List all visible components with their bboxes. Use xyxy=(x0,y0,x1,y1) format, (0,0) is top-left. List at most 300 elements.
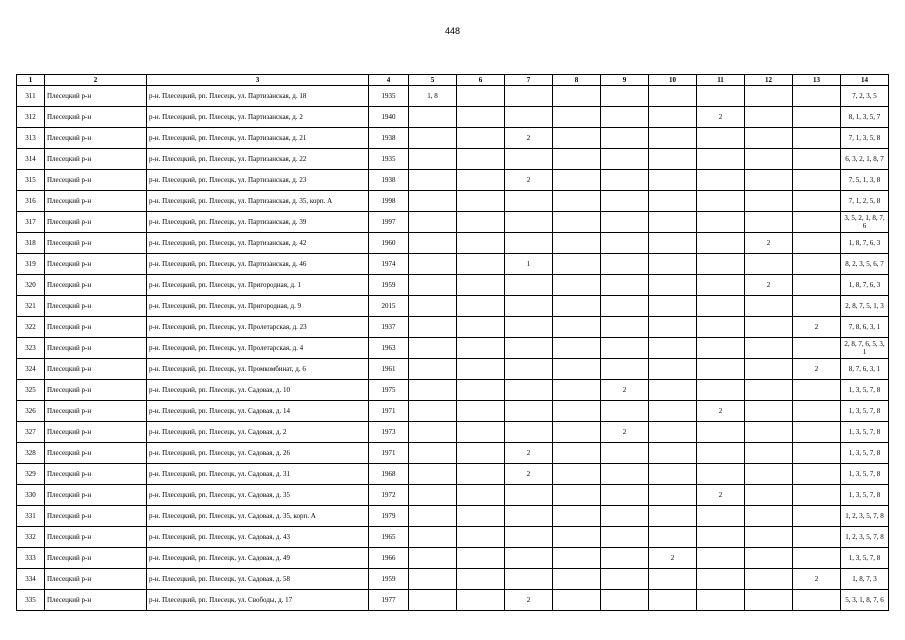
col13-cell xyxy=(793,422,841,443)
col12-cell: 2 xyxy=(745,275,793,296)
col11-cell xyxy=(697,254,745,275)
col13-cell xyxy=(793,149,841,170)
col10-cell xyxy=(649,380,697,401)
col7-cell: 2 xyxy=(505,128,553,149)
col9-cell xyxy=(601,359,649,380)
col14-cell: 7, 1, 3, 5, 8 xyxy=(841,128,889,149)
col6-cell xyxy=(457,464,505,485)
col13-cell xyxy=(793,443,841,464)
col12-cell xyxy=(745,443,793,464)
table-row xyxy=(17,506,889,527)
col7-cell xyxy=(505,317,553,338)
col9-cell xyxy=(601,233,649,254)
row-number: 316 xyxy=(17,191,45,212)
col14-cell: 1, 3, 5, 7, 8 xyxy=(841,548,889,569)
col5-cell xyxy=(409,485,457,506)
year-cell: 1959 xyxy=(369,275,409,296)
col6-cell xyxy=(457,191,505,212)
district-cell: Плесецкий р-н xyxy=(45,548,147,569)
column-header-1: 1 xyxy=(17,75,45,86)
col14-cell: 2, 8, 7, 5, 1, 3 xyxy=(841,296,889,317)
address-cell: р-н. Плесецкий, рп. Плесецк, ул. Пролетарская, д. 4 xyxy=(147,338,369,359)
table-body xyxy=(17,86,889,611)
year-cell: 1968 xyxy=(369,464,409,485)
col7-cell xyxy=(505,527,553,548)
col11-cell xyxy=(697,317,745,338)
col6-cell xyxy=(457,86,505,107)
col10-cell xyxy=(649,485,697,506)
col11-cell xyxy=(697,380,745,401)
table-row xyxy=(17,254,889,275)
col10-cell xyxy=(649,170,697,191)
year-cell: 1979 xyxy=(369,506,409,527)
col10-cell xyxy=(649,86,697,107)
col13-cell xyxy=(793,527,841,548)
table-row xyxy=(17,569,889,590)
year-cell: 1974 xyxy=(369,254,409,275)
year-cell: 1937 xyxy=(369,317,409,338)
col5-cell xyxy=(409,275,457,296)
col8-cell xyxy=(553,548,601,569)
col13-cell xyxy=(793,506,841,527)
col13-cell xyxy=(793,254,841,275)
col12-cell xyxy=(745,317,793,338)
col6-cell xyxy=(457,443,505,464)
col10-cell xyxy=(649,149,697,170)
col12-cell xyxy=(745,485,793,506)
col10-cell xyxy=(649,275,697,296)
column-header-13: 13 xyxy=(793,75,841,86)
col5-cell xyxy=(409,401,457,422)
col10-cell xyxy=(649,233,697,254)
address-cell: р-н. Плесецкий, рп. Плесецк, ул. Партизанская, д. 22 xyxy=(147,149,369,170)
housing-table xyxy=(16,74,889,611)
col9-cell xyxy=(601,443,649,464)
col11-cell: 2 xyxy=(697,485,745,506)
col13-cell xyxy=(793,170,841,191)
col9-cell xyxy=(601,569,649,590)
col8-cell xyxy=(553,485,601,506)
col12-cell xyxy=(745,86,793,107)
col12-cell xyxy=(745,170,793,191)
table-row xyxy=(17,401,889,422)
col6-cell xyxy=(457,380,505,401)
col14-cell: 1, 8, 7, 6, 3 xyxy=(841,275,889,296)
address-cell: р-н. Плесецкий, рп. Плесецк, ул. Садовая, д. 49 xyxy=(147,548,369,569)
address-cell: р-н. Плесецкий, рп. Плесецк, ул. Промкомбинат, д. 6 xyxy=(147,359,369,380)
col13-cell: 2 xyxy=(793,569,841,590)
col10-cell xyxy=(649,527,697,548)
table-row xyxy=(17,275,889,296)
col13-cell: 2 xyxy=(793,317,841,338)
row-number: 319 xyxy=(17,254,45,275)
table-row xyxy=(17,359,889,380)
table-row xyxy=(17,485,889,506)
col14-cell: 1, 2, 3, 5, 7, 8 xyxy=(841,527,889,548)
address-cell: р-н. Плесецкий, рп. Плесецк, ул. Садовая, д. 43 xyxy=(147,527,369,548)
col5-cell xyxy=(409,338,457,359)
col12-cell xyxy=(745,422,793,443)
year-cell: 1977 xyxy=(369,590,409,611)
col5-cell xyxy=(409,128,457,149)
col8-cell xyxy=(553,506,601,527)
address-cell: р-н. Плесецкий, рп. Плесецк, ул. Садовая, д. 35 xyxy=(147,485,369,506)
address-cell: р-н. Плесецкий, рп. Плесецк, ул. Пригородная, д. 1 xyxy=(147,275,369,296)
col7-cell: 2 xyxy=(505,590,553,611)
row-number: 321 xyxy=(17,296,45,317)
col10-cell xyxy=(649,590,697,611)
col11-cell xyxy=(697,149,745,170)
col11-cell xyxy=(697,128,745,149)
col10-cell xyxy=(649,107,697,128)
col11-cell xyxy=(697,464,745,485)
district-cell: Плесецкий р-н xyxy=(45,443,147,464)
col14-cell: 8, 1, 3, 5, 7 xyxy=(841,107,889,128)
address-cell: р-н. Плесецкий, рп. Плесецк, ул. Садовая, д. 31 xyxy=(147,464,369,485)
year-cell: 1965 xyxy=(369,527,409,548)
col10-cell xyxy=(649,317,697,338)
col12-cell xyxy=(745,527,793,548)
row-number: 332 xyxy=(17,527,45,548)
col12-cell xyxy=(745,149,793,170)
col9-cell xyxy=(601,506,649,527)
col8-cell xyxy=(553,170,601,191)
year-cell: 1973 xyxy=(369,422,409,443)
table-row xyxy=(17,170,889,191)
col10-cell xyxy=(649,359,697,380)
col5-cell xyxy=(409,548,457,569)
column-header-6: 6 xyxy=(457,75,505,86)
col11-cell xyxy=(697,422,745,443)
col7-cell xyxy=(505,359,553,380)
col9-cell xyxy=(601,317,649,338)
col6-cell xyxy=(457,149,505,170)
col9-cell xyxy=(601,149,649,170)
col5-cell xyxy=(409,233,457,254)
district-cell: Плесецкий р-н xyxy=(45,422,147,443)
col7-cell xyxy=(505,212,553,233)
col8-cell xyxy=(553,338,601,359)
col7-cell xyxy=(505,296,553,317)
col9-cell xyxy=(601,401,649,422)
col10-cell xyxy=(649,569,697,590)
table-header-row xyxy=(17,75,889,86)
address-cell: р-н. Плесецкий, рп. Плесецк, ул. Партизанская, д. 35, корп. А xyxy=(147,191,369,212)
row-number: 328 xyxy=(17,443,45,464)
district-cell: Плесецкий р-н xyxy=(45,401,147,422)
col8-cell xyxy=(553,296,601,317)
district-cell: Плесецкий р-н xyxy=(45,191,147,212)
row-number: 327 xyxy=(17,422,45,443)
col14-cell: 1, 8, 7, 6, 3 xyxy=(841,233,889,254)
col12-cell xyxy=(745,296,793,317)
year-cell: 1966 xyxy=(369,548,409,569)
district-cell: Плесецкий р-н xyxy=(45,275,147,296)
col12-cell xyxy=(745,359,793,380)
year-cell: 2015 xyxy=(369,296,409,317)
col8-cell xyxy=(553,443,601,464)
col7-cell xyxy=(505,380,553,401)
col5-cell xyxy=(409,191,457,212)
table-row xyxy=(17,422,889,443)
col14-cell: 5, 3, 1, 8, 7, 6 xyxy=(841,590,889,611)
col14-cell: 8, 7, 6, 3, 1 xyxy=(841,359,889,380)
column-header-12: 12 xyxy=(745,75,793,86)
table-row xyxy=(17,107,889,128)
col6-cell xyxy=(457,506,505,527)
col6-cell xyxy=(457,128,505,149)
col7-cell xyxy=(505,401,553,422)
col7-cell xyxy=(505,86,553,107)
col5-cell xyxy=(409,464,457,485)
district-cell: Плесецкий р-н xyxy=(45,569,147,590)
district-cell: Плесецкий р-н xyxy=(45,506,147,527)
row-number: 334 xyxy=(17,569,45,590)
col11-cell xyxy=(697,212,745,233)
table-row xyxy=(17,443,889,464)
table-row xyxy=(17,338,889,359)
col10-cell xyxy=(649,212,697,233)
col11-cell xyxy=(697,443,745,464)
address-cell: р-н. Плесецкий, рп. Плесецк, ул. Садовая, д. 35, корп. А xyxy=(147,506,369,527)
col9-cell xyxy=(601,170,649,191)
col9-cell xyxy=(601,548,649,569)
col5-cell xyxy=(409,170,457,191)
year-cell: 1935 xyxy=(369,86,409,107)
col10-cell xyxy=(649,464,697,485)
address-cell: р-н. Плесецкий, рп. Плесецк, ул. Свободы, д. 17 xyxy=(147,590,369,611)
address-cell: р-н. Плесецкий, рп. Плесецк, ул. Садовая, д. 14 xyxy=(147,401,369,422)
table-row xyxy=(17,527,889,548)
col9-cell xyxy=(601,338,649,359)
col10-cell: 2 xyxy=(649,548,697,569)
district-cell: Плесецкий р-н xyxy=(45,485,147,506)
row-number: 320 xyxy=(17,275,45,296)
address-cell: р-н. Плесецкий, рп. Плесецк, ул. Партизанская, д. 42 xyxy=(147,233,369,254)
col7-cell: 2 xyxy=(505,443,553,464)
col7-cell xyxy=(505,191,553,212)
address-cell: р-н. Плесецкий, рп. Плесецк, ул. Садовая, д. 26 xyxy=(147,443,369,464)
col8-cell xyxy=(553,359,601,380)
col10-cell xyxy=(649,191,697,212)
address-cell: р-н. Плесецкий, рп. Плесецк, ул. Партизанская, д. 23 xyxy=(147,170,369,191)
district-cell: Плесецкий р-н xyxy=(45,296,147,317)
column-header-5: 5 xyxy=(409,75,457,86)
column-header-14: 14 xyxy=(841,75,889,86)
col10-cell xyxy=(649,443,697,464)
row-number: 323 xyxy=(17,338,45,359)
address-cell: р-н. Плесецкий, рп. Плесецк, ул. Партизанская, д. 21 xyxy=(147,128,369,149)
district-cell: Плесецкий р-н xyxy=(45,464,147,485)
address-cell: р-н. Плесецкий, рп. Плесецк, ул. Партизанская, д. 2 xyxy=(147,107,369,128)
col12-cell xyxy=(745,128,793,149)
year-cell: 1960 xyxy=(369,233,409,254)
column-header-10: 10 xyxy=(649,75,697,86)
row-number: 331 xyxy=(17,506,45,527)
year-cell: 1997 xyxy=(369,212,409,233)
col6-cell xyxy=(457,170,505,191)
col12-cell xyxy=(745,401,793,422)
col12-cell: 2 xyxy=(745,233,793,254)
year-cell: 1935 xyxy=(369,149,409,170)
col5-cell xyxy=(409,317,457,338)
col13-cell xyxy=(793,296,841,317)
col11-cell xyxy=(697,170,745,191)
address-cell: р-н. Плесецкий, рп. Плесецк, ул. Садовая, д. 58 xyxy=(147,569,369,590)
col8-cell xyxy=(553,233,601,254)
table-row xyxy=(17,464,889,485)
col14-cell: 1, 3, 5, 7, 8 xyxy=(841,380,889,401)
col7-cell xyxy=(505,338,553,359)
col12-cell xyxy=(745,464,793,485)
address-cell: р-н. Плесецкий, рп. Плесецк, ул. Пролетарская, д. 23 xyxy=(147,317,369,338)
table-row xyxy=(17,548,889,569)
col13-cell xyxy=(793,212,841,233)
row-number: 330 xyxy=(17,485,45,506)
col9-cell xyxy=(601,128,649,149)
col6-cell xyxy=(457,401,505,422)
col10-cell xyxy=(649,128,697,149)
year-cell: 1975 xyxy=(369,380,409,401)
year-cell: 1963 xyxy=(369,338,409,359)
col6-cell xyxy=(457,590,505,611)
col9-cell xyxy=(601,464,649,485)
col12-cell xyxy=(745,212,793,233)
district-cell: Плесецкий р-н xyxy=(45,380,147,401)
col11-cell xyxy=(697,569,745,590)
col9-cell xyxy=(601,107,649,128)
row-number: 333 xyxy=(17,548,45,569)
col14-cell: 7, 1, 2, 5, 8 xyxy=(841,191,889,212)
col12-cell xyxy=(745,254,793,275)
col12-cell xyxy=(745,590,793,611)
col12-cell xyxy=(745,506,793,527)
col9-cell xyxy=(601,212,649,233)
table-row xyxy=(17,86,889,107)
col8-cell xyxy=(553,212,601,233)
column-header-9: 9 xyxy=(601,75,649,86)
col12-cell xyxy=(745,107,793,128)
row-number: 313 xyxy=(17,128,45,149)
col8-cell xyxy=(553,422,601,443)
col13-cell xyxy=(793,338,841,359)
district-cell: Плесецкий р-н xyxy=(45,212,147,233)
table-row xyxy=(17,590,889,611)
col9-cell xyxy=(601,191,649,212)
col12-cell xyxy=(745,380,793,401)
col6-cell xyxy=(457,422,505,443)
col9-cell xyxy=(601,590,649,611)
col7-cell xyxy=(505,485,553,506)
row-number: 335 xyxy=(17,590,45,611)
col7-cell xyxy=(505,548,553,569)
address-cell: р-н. Плесецкий, рп. Плесецк, ул. Партизанская, д. 18 xyxy=(147,86,369,107)
col14-cell: 1, 3, 5, 7, 8 xyxy=(841,464,889,485)
col13-cell xyxy=(793,191,841,212)
col13-cell xyxy=(793,464,841,485)
col13-cell: 2 xyxy=(793,359,841,380)
col10-cell xyxy=(649,506,697,527)
col6-cell xyxy=(457,233,505,254)
col12-cell xyxy=(745,191,793,212)
col11-cell xyxy=(697,527,745,548)
col11-cell xyxy=(697,548,745,569)
year-cell: 1972 xyxy=(369,485,409,506)
column-header-11: 11 xyxy=(697,75,745,86)
col10-cell xyxy=(649,338,697,359)
district-cell: Плесецкий р-н xyxy=(45,170,147,191)
col11-cell: 2 xyxy=(697,401,745,422)
col11-cell xyxy=(697,590,745,611)
col8-cell xyxy=(553,254,601,275)
col14-cell: 1, 3, 5, 7, 8 xyxy=(841,443,889,464)
row-number: 325 xyxy=(17,380,45,401)
col11-cell xyxy=(697,506,745,527)
col5-cell xyxy=(409,422,457,443)
column-header-2: 2 xyxy=(45,75,147,86)
col5-cell xyxy=(409,254,457,275)
col5-cell xyxy=(409,380,457,401)
table-row xyxy=(17,380,889,401)
col13-cell xyxy=(793,380,841,401)
district-cell: Плесецкий р-н xyxy=(45,107,147,128)
col8-cell xyxy=(553,191,601,212)
table-row xyxy=(17,296,889,317)
page-number: 448 xyxy=(444,26,461,36)
col6-cell xyxy=(457,485,505,506)
year-cell: 1971 xyxy=(369,401,409,422)
col7-cell: 2 xyxy=(505,464,553,485)
col8-cell xyxy=(553,317,601,338)
district-cell: Плесецкий р-н xyxy=(45,233,147,254)
column-header-3: 3 xyxy=(147,75,369,86)
col6-cell xyxy=(457,359,505,380)
address-cell: р-н. Плесецкий, рп. Плесецк, ул. Пригородная, д. 9 xyxy=(147,296,369,317)
col14-cell: 1, 3, 5, 7, 8 xyxy=(841,485,889,506)
col7-cell: 2 xyxy=(505,170,553,191)
col8-cell xyxy=(553,590,601,611)
col7-cell xyxy=(505,107,553,128)
col7-cell xyxy=(505,149,553,170)
col5-cell xyxy=(409,590,457,611)
col12-cell xyxy=(745,569,793,590)
table-row xyxy=(17,233,889,254)
col6-cell xyxy=(457,527,505,548)
col10-cell xyxy=(649,401,697,422)
col7-cell xyxy=(505,275,553,296)
col13-cell xyxy=(793,401,841,422)
col14-cell: 1, 3, 5, 7, 8 xyxy=(841,401,889,422)
year-cell: 1998 xyxy=(369,191,409,212)
district-cell: Плесецкий р-н xyxy=(45,590,147,611)
col13-cell xyxy=(793,275,841,296)
col9-cell xyxy=(601,296,649,317)
col12-cell xyxy=(745,548,793,569)
col7-cell: 1 xyxy=(505,254,553,275)
col11-cell xyxy=(697,233,745,254)
row-number: 317 xyxy=(17,212,45,233)
col8-cell xyxy=(553,569,601,590)
row-number: 318 xyxy=(17,233,45,254)
col10-cell xyxy=(649,422,697,443)
col5-cell xyxy=(409,107,457,128)
row-number: 314 xyxy=(17,149,45,170)
col8-cell xyxy=(553,527,601,548)
year-cell: 1959 xyxy=(369,569,409,590)
col11-cell xyxy=(697,275,745,296)
column-header-7: 7 xyxy=(505,75,553,86)
col11-cell: 2 xyxy=(697,107,745,128)
